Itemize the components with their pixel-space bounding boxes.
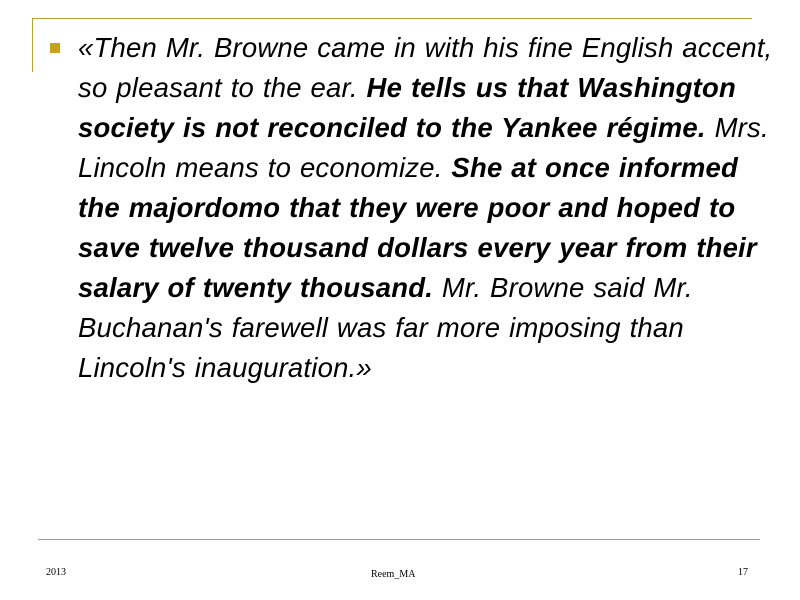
top-divider-line: [32, 18, 752, 19]
quote-segment-economize: Mrs. Lincoln means to economize.: [78, 112, 769, 183]
quote-segment-intro: «Then Mr. Browne came in with his fine English accent, so pleasant to the ear.: [78, 32, 773, 103]
quote-paragraph: [78, 28, 778, 388]
bottom-divider-line: [38, 539, 760, 540]
footer-author: Reem_MA: [371, 569, 416, 580]
square-bullet-icon: [50, 43, 60, 53]
footer-year: 2013: [46, 567, 66, 578]
left-vertical-accent-line: [32, 18, 33, 72]
quote-segment-majordomo: She at once informed the majordomo that they were poor and hoped to save twelve thousand dollars every year from their salary of twenty thousand.: [78, 152, 757, 303]
quote-segment-buchanan: Mr. Browne said Mr. Buchanan's farewell was far more imposing than Lincoln's inauguration.»: [78, 272, 693, 383]
footer-page-number: 17: [738, 567, 748, 578]
quote-segment-washington: He tells us that Washington society is not reconciled to the Yankee régime.: [78, 72, 737, 143]
